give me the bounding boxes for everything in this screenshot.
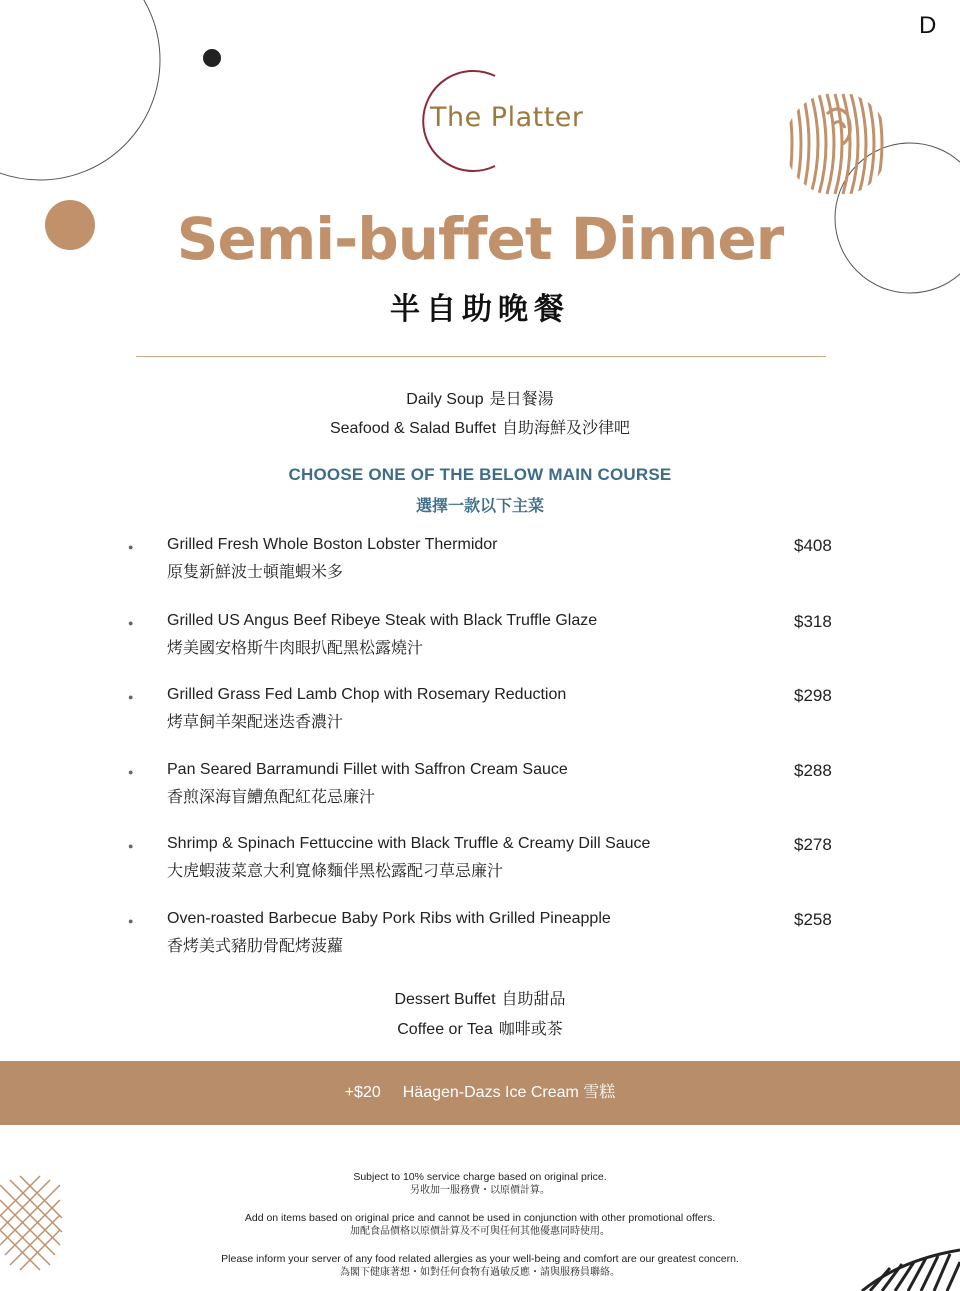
title-divider (136, 356, 826, 357)
include-soup (0, 386, 960, 409)
note-allergies (0, 1253, 960, 1279)
include-label-zh: 咖啡或茶 (498, 1021, 563, 1038)
note-text-zh: 加配食品價格以原價計算及不可與任何其他優惠同時使用。 (350, 1226, 610, 1237)
menu-item-name-zh: 香煎深海盲鰽魚配紅花忌廉汁 (167, 789, 376, 806)
note-addon-pricing (0, 1212, 960, 1238)
bullet-icon: ● (128, 618, 134, 628)
page-subtitle: 半自助晚餐 (390, 292, 570, 327)
menu-item (0, 536, 960, 586)
note-text: Please inform your server of any food related allergies as your well-being and comfort are our greatest concern. (221, 1253, 739, 1265)
decor-black-dot (203, 49, 221, 67)
menu-item-name: Grilled Fresh Whole Boston Lobster Thermidor (167, 536, 498, 553)
menu-item-price: $318 (794, 612, 832, 631)
menu-item-price: $258 (794, 910, 832, 929)
menu-item-name: Shrimp & Spinach Fettuccine with Black Truffle & Creamy Dill Sauce (167, 835, 651, 852)
page-corner-letter: D (919, 12, 937, 39)
menu-item-name-zh: 烤美國安格斯牛肉眼扒配黑松露燒汁 (167, 640, 424, 657)
menu-item-name: Oven-roasted Barbecue Baby Pork Ribs with Grilled Pineapple (167, 910, 611, 927)
main-course-heading-zh: 選擇一款以下主菜 (415, 498, 544, 515)
include-label-zh: 自助甜品 (501, 991, 566, 1008)
bullet-icon: ● (128, 692, 134, 702)
page-title: Semi-buffet Dinner (176, 205, 784, 273)
menu-item (0, 612, 960, 662)
bullet-icon: ● (128, 916, 134, 926)
menu-item-name-zh: 烤草飼羊架配迷迭香濃汁 (167, 714, 344, 731)
decor-large-ring (0, 0, 160, 180)
menu-item-price: $288 (794, 761, 832, 780)
include-label: Daily Soup (406, 391, 484, 408)
logo (400, 66, 584, 176)
menu-item-name-zh: 大虎蝦菠菜意大利寬條麵伴黑松露配刁草忌廉汁 (167, 863, 504, 880)
menu-item-name-zh: 原隻新鮮波士頓龍蝦米多 (167, 564, 344, 581)
include-label: Seafood & Salad Buffet (329, 420, 497, 437)
menu-item-name: Pan Seared Barramundi Fillet with Saffron Cream Sauce (167, 761, 568, 778)
menu-item-price: $298 (794, 686, 832, 705)
menu-item-price: $278 (794, 835, 832, 854)
menu-item (0, 835, 960, 885)
bullet-icon: ● (128, 542, 134, 552)
menu-item (0, 686, 960, 736)
include-label-zh: 是日餐湯 (489, 391, 554, 408)
addon-price: +$20 (344, 1084, 381, 1101)
note-service-charge (0, 1171, 960, 1197)
addon-banner (0, 1061, 960, 1125)
include-label: Dessert Buffet (394, 991, 496, 1008)
menu-item-name: Grilled Grass Fed Lamb Chop with Rosemary Reduction (167, 686, 567, 703)
menu-item-name: Grilled US Angus Beef Ribeye Steak with Black Truffle Glaze (167, 612, 598, 629)
note-text-zh: 為閣下健康著想・如對任何食物有過敏反應・請與服務員聯絡。 (340, 1267, 620, 1278)
note-text: Subject to 10% service charge based on original price. (353, 1171, 607, 1183)
main-course-heading: CHOOSE ONE OF THE BELOW MAIN COURSE (288, 465, 672, 484)
include-coffee-tea (0, 1016, 960, 1039)
include-label: Coffee or Tea (397, 1021, 493, 1038)
include-seafood-buffet (0, 415, 960, 438)
logo-text: The Platter (430, 102, 584, 133)
menu-item (0, 910, 960, 960)
note-text-zh: 另收加一服務費・以原價計算。 (410, 1185, 550, 1196)
menu-item-price: $408 (794, 536, 832, 555)
include-label-zh: 自助海鮮及沙律吧 (502, 420, 631, 437)
decor-wood-disc (787, 94, 882, 194)
note-text: Add on items based on original price and cannot be used in conjunction with other promotional offers. (244, 1212, 716, 1224)
bullet-icon: ● (128, 841, 134, 851)
bullet-icon: ● (128, 767, 134, 777)
addon-item: Häagen-Dazs Ice Cream 雪糕 (402, 1084, 616, 1101)
menu-item-name-zh: 香烤美式豬肋骨配烤菠蘿 (167, 938, 344, 955)
include-dessert-buffet (0, 986, 960, 1009)
menu-item (0, 761, 960, 811)
